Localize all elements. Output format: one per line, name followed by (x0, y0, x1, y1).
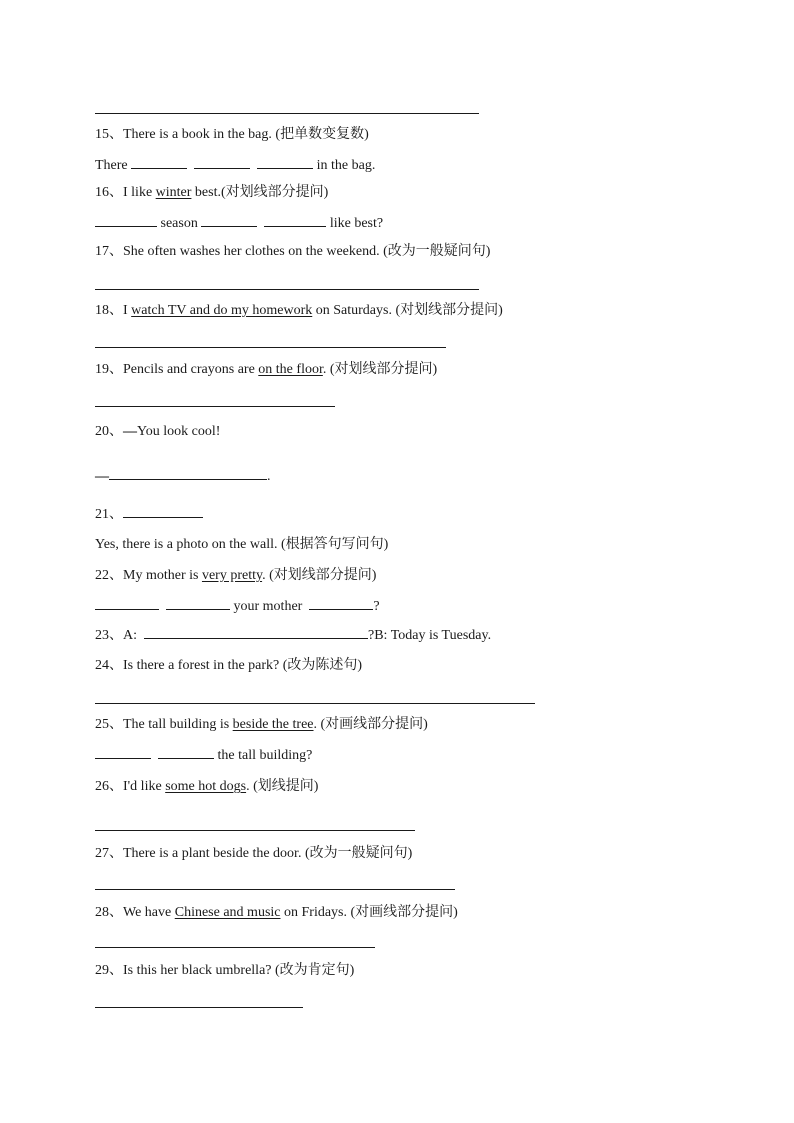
blank (95, 597, 159, 610)
question-22: 22、My mother is very pretty. (对划线部分提问) (95, 568, 377, 583)
answer-line (95, 406, 335, 407)
question-27: 27、There is a plant beside the door. (改为一般疑问句) (95, 846, 413, 861)
blank (309, 597, 373, 610)
question-19: 19、Pencils and crayons are on the floor. (对划线部分提问) (95, 362, 438, 377)
question-21: 21、 (95, 505, 203, 524)
question-20: 20、—You look cool! (95, 424, 221, 439)
blank (109, 467, 267, 480)
question-20-answer: — . (95, 469, 271, 484)
blank (201, 214, 257, 227)
blank (166, 597, 230, 610)
question-25: 25、The tall building is beside the tree. (对画线部分提问) (95, 717, 428, 732)
question-23: 23、A: ?B: Today is Tuesday. (95, 628, 492, 643)
question-16: 16、I like winter best.(对划线部分提问) (95, 185, 329, 200)
question-21-line2: Yes, there is a photo on the wall. (根据答句写问句) (95, 537, 389, 552)
question-25-answer: the tall building? (95, 746, 312, 765)
blank (158, 746, 214, 759)
answer-line (95, 889, 455, 890)
answer-line (95, 830, 415, 831)
question-15: 15、There is a book in the bag. (把单数变复数) (95, 127, 369, 142)
blank (194, 156, 250, 169)
blank (95, 746, 151, 759)
question-26: 26、I'd like some hot dogs. (划线提问) (95, 779, 319, 794)
answer-line (95, 703, 535, 704)
question-18: 18、I watch TV and do my homework on Saturdays. (对划线部分提问) (95, 303, 503, 318)
answer-line (95, 113, 479, 114)
question-22-answer: your mother ? (95, 597, 380, 616)
question-29: 29、Is this her black umbrella? (改为肯定句) (95, 963, 355, 978)
question-24: 24、Is there a forest in the park? (改为陈述句) (95, 658, 363, 673)
question-28: 28、We have Chinese and music on Fridays. (对画线部分提问) (95, 905, 458, 920)
question-16-answer: season like best? (95, 214, 383, 233)
blank (131, 156, 187, 169)
question-17: 17、She often washes her clothes on the weekend. (改为一般疑问句) (95, 244, 491, 259)
answer-line (95, 947, 375, 948)
blank (144, 626, 368, 639)
answer-line (95, 1007, 303, 1008)
blank (95, 214, 157, 227)
blank (257, 156, 313, 169)
blank (123, 505, 203, 518)
answer-line (95, 347, 446, 348)
answer-line (95, 289, 479, 290)
question-15-answer: There in the bag. (95, 158, 376, 173)
blank (264, 214, 326, 227)
